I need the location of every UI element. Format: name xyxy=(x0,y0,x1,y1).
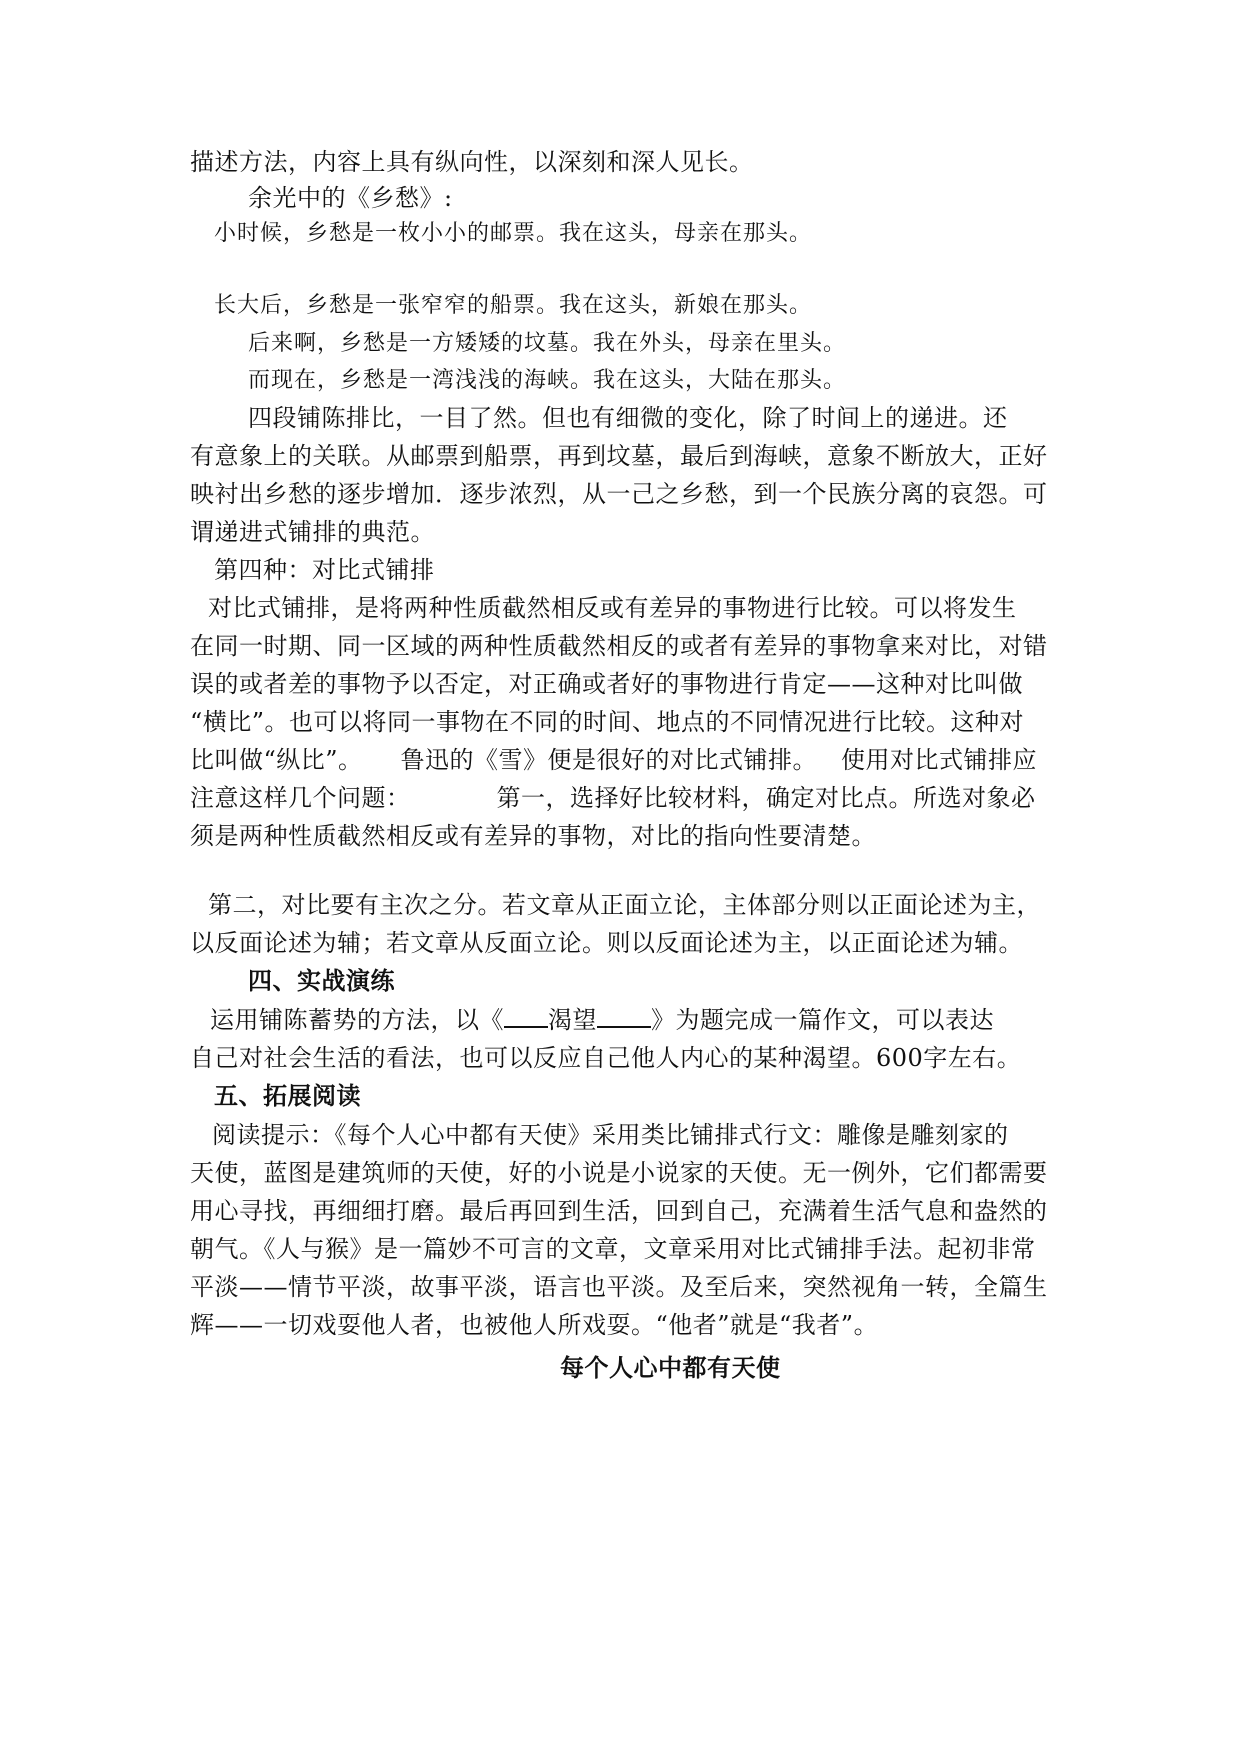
text-line: 四段铺陈排比，一目了然。但也有细微的变化，除了时间上的递进。还 xyxy=(248,404,1008,432)
text-line: 天使，蓝图是建筑师的天使，好的小说是小说家的天使。无一例外，它们都需要 xyxy=(190,1159,1048,1187)
text-line: 谓递进式铺排的典范。 xyxy=(190,518,435,546)
text-line: 用心寻找，再细细打磨。最后再回到生活，回到自己，充满着生活气息和盎然的 xyxy=(190,1197,1048,1225)
fill-blank xyxy=(597,1000,651,1028)
text-line: 映衬出乡愁的逐步增加．逐步浓烈，从一己之乡愁，到一个民族分离的哀怨。可 xyxy=(190,480,1048,508)
article-title: 每个人心中都有天使 xyxy=(560,1354,781,1382)
text-span: 比叫做“纵比”。 xyxy=(190,746,363,774)
text-line: 余光中的《乡愁》: xyxy=(248,184,453,212)
text-line: 朝气。《人与猴》是一篇妙不可言的文章，文章采用对比式铺排手法。起初非常 xyxy=(190,1235,1036,1263)
text-span: 渴望 xyxy=(548,1006,597,1034)
text-line xyxy=(190,740,1037,780)
text-line: 描述方法，内容上具有纵向性，以深刻和深人见长。 xyxy=(190,148,754,176)
text-span: 运用铺陈蓄势的方法，以《 xyxy=(210,1006,504,1034)
text-span: 第一，选择好比较材料，确定对比点。所选对象必 xyxy=(496,784,1036,812)
text-line: 辉——一切戏耍他人者，也被他人所戏耍。“他者”就是“我者”。 xyxy=(190,1311,879,1339)
text-line: “横比”。也可以将同一事物在不同的时间、地点的不同情况进行比较。这种对 xyxy=(190,708,1025,736)
text-line: 以反面论述为辅；若文章从反面立论。则以反面论述为主，以正面论述为辅。 xyxy=(190,929,1023,957)
text-line: 平淡——情节平淡，故事平淡，语言也平淡。及至后来，突然视角一转，全篇生 xyxy=(190,1273,1048,1301)
text-line: 有意象上的关联。从邮票到船票，再到坟墓，最后到海峡，意象不断放大，正好 xyxy=(190,442,1048,470)
text-line: 误的或者差的事物予以否定，对正确或者好的事物进行肯定——这种对比叫做 xyxy=(190,670,1023,698)
text-span: 使用对比式铺排应 xyxy=(841,746,1038,774)
poem-line: 小时候，乡愁是一枚小小的邮票。我在这头，母亲在那头。 xyxy=(214,221,813,246)
text-line: 第二，对比要有主次之分。若文章从正面立论，主体部分则以正面论述为主， xyxy=(208,891,1041,919)
poem-line: 而现在，乡愁是一湾浅浅的海峡。我在这头，大陆在那头。 xyxy=(248,368,847,393)
text-line xyxy=(210,1000,994,1040)
text-line: 自己对社会生活的看法，也可以反应自己他人内心的某种渴望。600字左右。 xyxy=(190,1044,1022,1072)
text-span: 鲁迅的《雪》便是很好的对比式铺排。 xyxy=(400,746,818,774)
text-line: 须是两种性质截然相反或有差异的事物，对比的指向性要清楚。 xyxy=(190,822,876,850)
text-line: 阅读提示：《每个人心中都有天使》采用类比铺排式行文：雕像是雕刻家的 xyxy=(212,1121,1009,1149)
poem-line: 长大后，乡愁是一张窄窄的船票。我在这头，新娘在那头。 xyxy=(214,293,813,318)
poem-line: 后来啊，乡愁是一方矮矮的坟墓。我在外头，母亲在里头。 xyxy=(248,331,847,356)
fill-blank xyxy=(504,1000,548,1028)
text-line: 对比式铺排，是将两种性质截然相反或有差异的事物进行比较。可以将发生 xyxy=(208,594,1017,622)
section-heading: 五、拓展阅读 xyxy=(214,1082,361,1110)
text-span: 注意这样几个问题： xyxy=(190,784,411,812)
text-line: 在同一时期、同一区域的两种性质截然相反的或者有差异的事物拿来对比，对错 xyxy=(190,632,1048,660)
subheading: 第四种：对比式铺排 xyxy=(214,556,435,584)
text-span: 》为题完成一篇作文，可以表达 xyxy=(651,1006,994,1034)
section-heading: 四、实战演练 xyxy=(248,967,395,995)
text-line xyxy=(190,778,1036,818)
